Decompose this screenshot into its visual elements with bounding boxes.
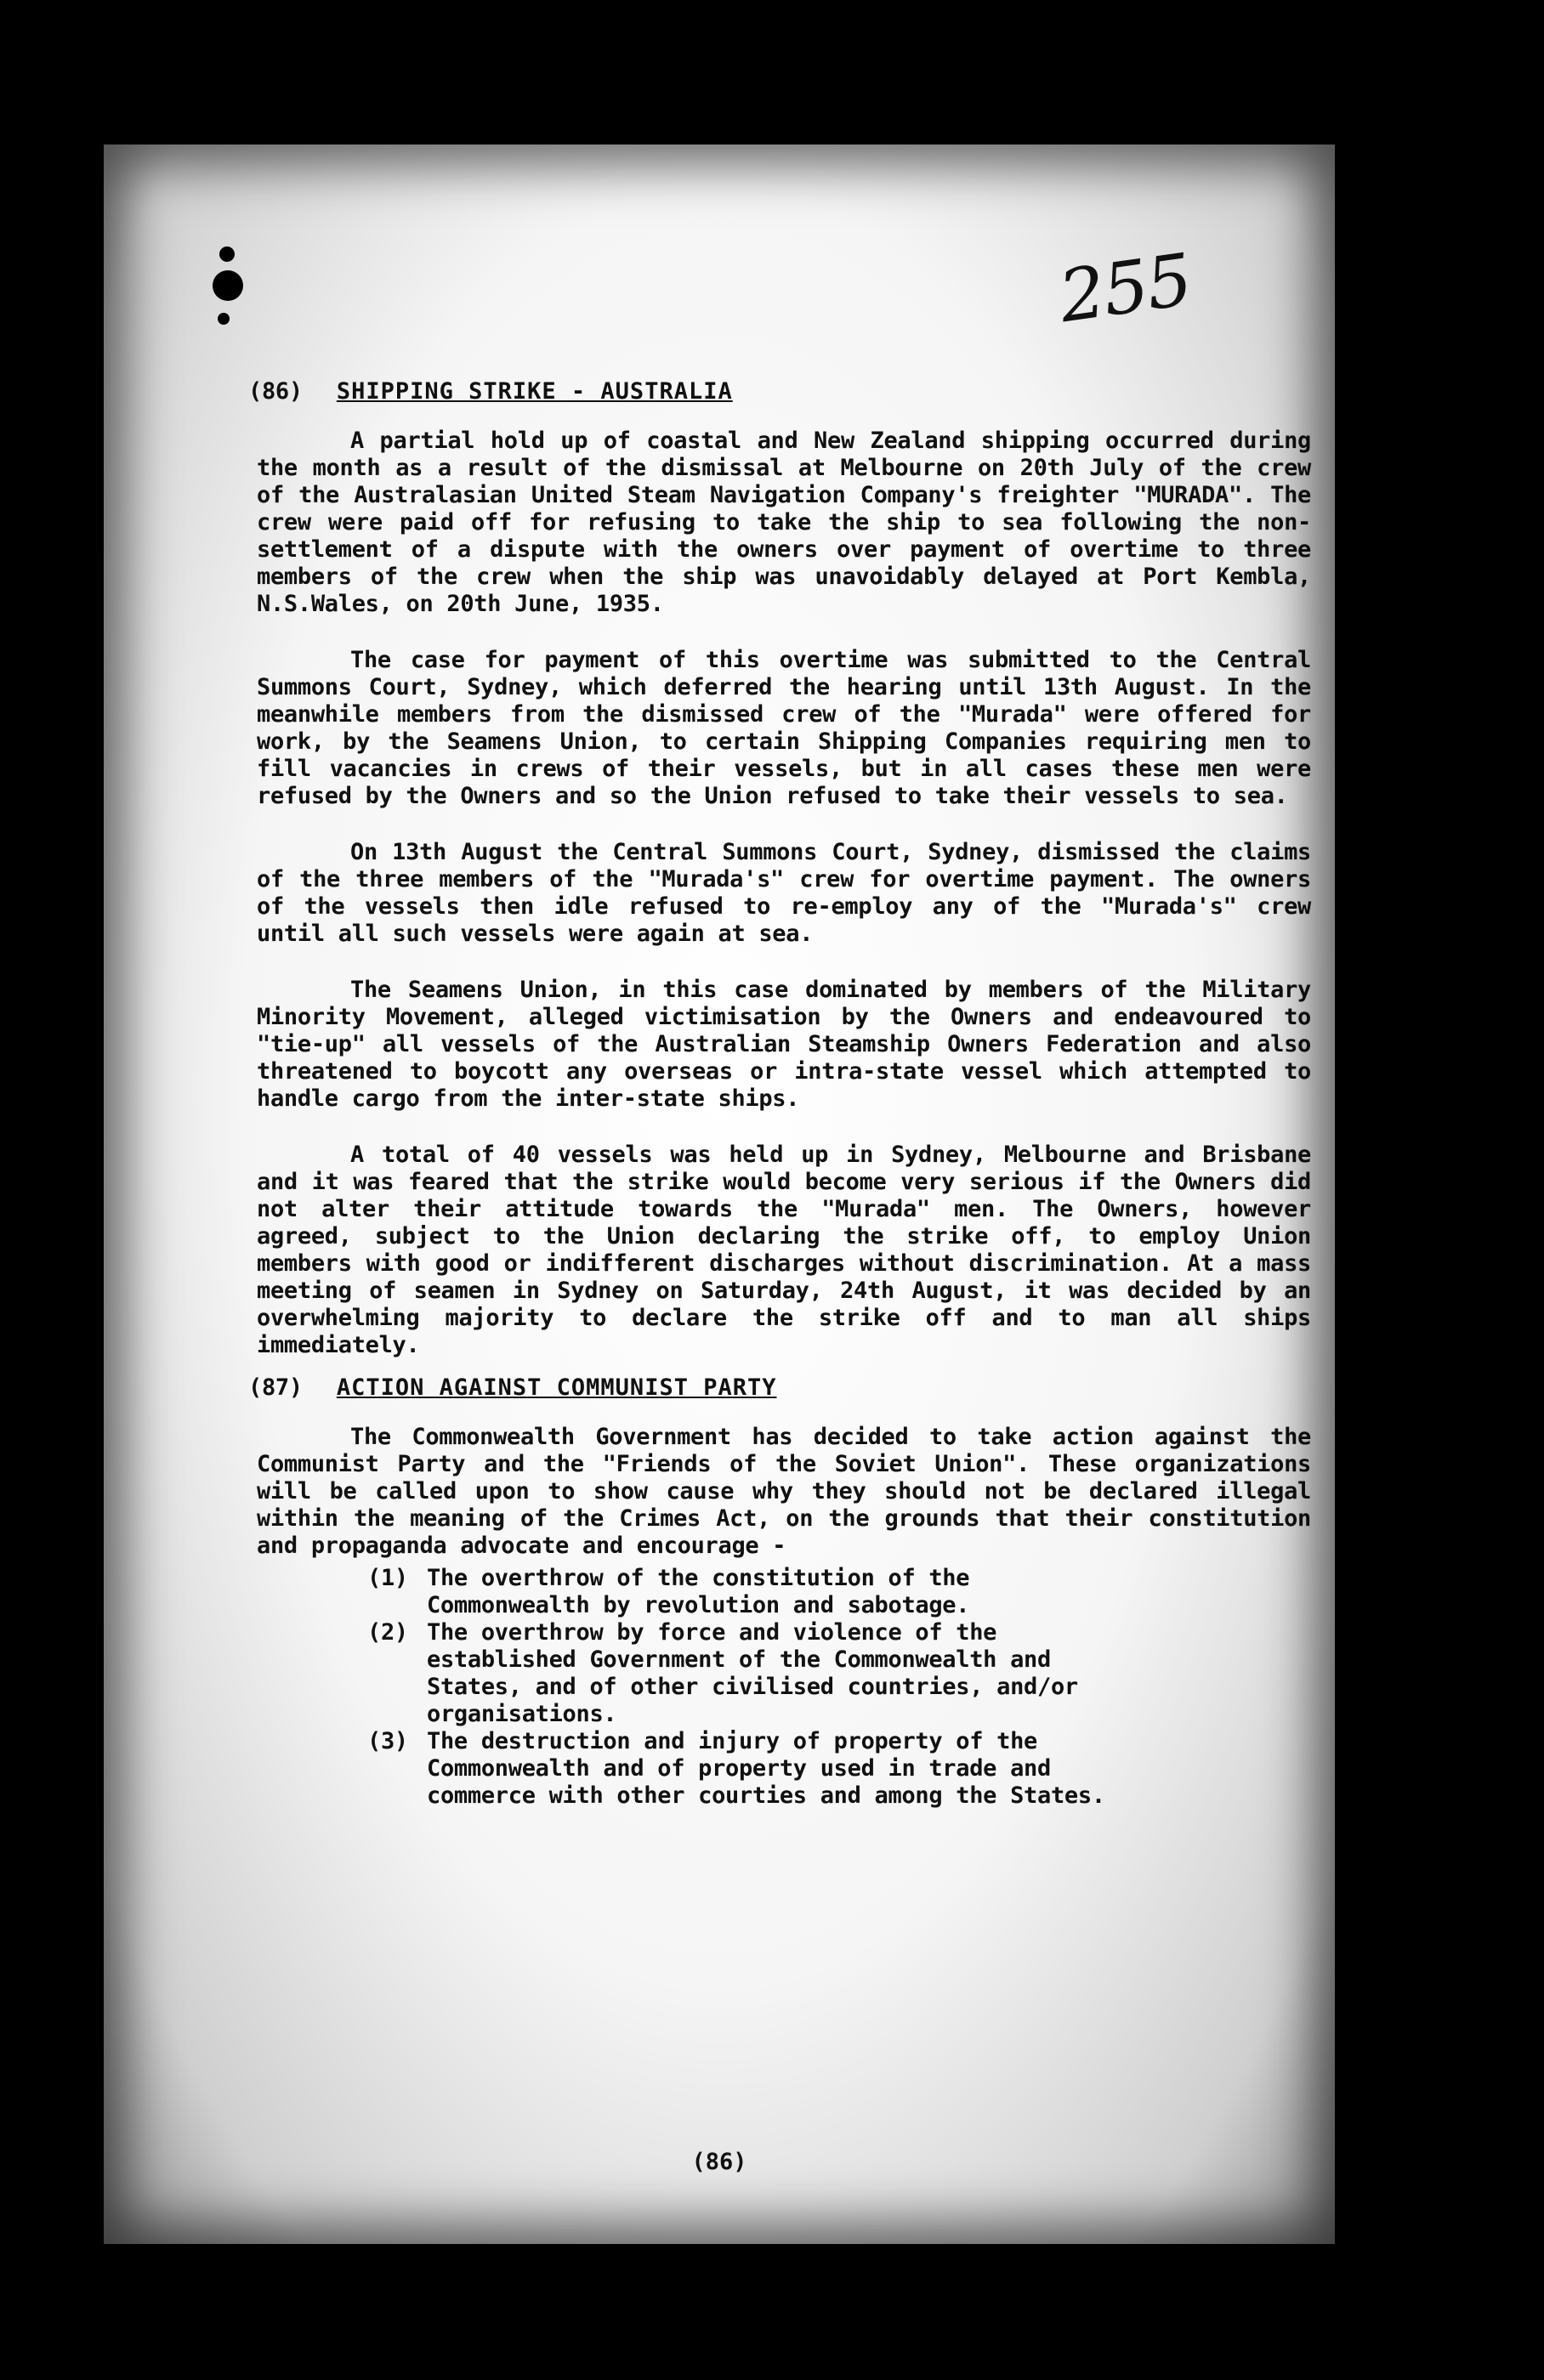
handwritten-page-number: 255 [1053, 237, 1196, 339]
list-item [367, 1565, 1311, 1619]
numbered-list [367, 1565, 1311, 1810]
page-footer-number: (86) [691, 2149, 747, 2175]
paragraph: A partial hold up of coastal and New Zealand shipping occurred during the month as a result of the dismissal at Melbourne on 20th July of the crew of the Australasian United Steam Navigation Company's freighter "MURADA". The crew were paid off for refusing to take the ship to sea following the non-settlement of a dispute with the owners over payment of overtime to three members of the crew when the ship was unavoidably delayed at Port Kembla, N.S.Wales, on 20th June, 1935. [257, 428, 1311, 617]
section-heading [248, 1374, 1311, 1402]
list-item-text: The overthrow of the constitution of the Commonwealth by revolution and sabotage. [427, 1565, 970, 1618]
list-item [367, 1728, 1311, 1810]
paragraph: On 13th August the Central Summons Court, Sydney, dismissed the claims of the three members of the "Murada's" crew for overtime payment. The owners of the vessels then idle refused to re-employ any of the "Murada's" crew until all such vessels were again at sea. [257, 839, 1311, 947]
paragraph: A total of 40 vessels was held up in Sydney, Melbourne and Brisbane and it was feared that the strike would become very serious if the Owners did not alter their attitude towards the "Murada" men. The Owners, however agreed, subject to the Union declaring the strike off, to employ Union members with good or indifferent discharges without discrimination. At a mass meeting of seamen in Sydney on Saturday, 24th August, it was decided by an overwhelming majority to declare the strike off and to man all ships immediately. [257, 1142, 1311, 1358]
document-body [248, 378, 1311, 1810]
section-title: SHIPPING STRIKE - AUSTRALIA [336, 378, 733, 405]
list-item-text: The overthrow by force and violence of the established Government of the Commonwealth and States, and of other civilised countries, and/or organisations. [427, 1619, 1078, 1727]
paragraph: The Commonwealth Government has decided to take action against the Communist Party and the "Friends of the Soviet Union". These organizations will be called upon to show cause why they should not be declared illegal within the meaning of the Crimes Act, on the grounds that their constitution and propaganda advocate and encourage - [257, 1424, 1311, 1559]
list-marker: (1) [367, 1565, 408, 1591]
list-item-text: The destruction and injury of property of the Commonwealth and of property used in trade and commerce with other courties and among the States. [427, 1728, 1105, 1809]
list-item [367, 1619, 1311, 1728]
section-number: (86) [248, 378, 303, 405]
section-title: ACTION AGAINST COMMUNIST PARTY [336, 1374, 777, 1401]
section-number: (87) [248, 1374, 303, 1401]
paragraph: The Seamens Union, in this case dominated by members of the Military Minority Movement, alleged victimisation by the Owners and endeavoured to "tie-up" all vessels of the Australian Steamship Owners Federation and also threatened to boycott any overseas or intra-state vessel which attempted to handle cargo from the inter-state ships. [257, 977, 1311, 1112]
paragraph: The case for payment of this overtime was submitted to the Central Summons Court, Sydney, which deferred the hearing until 13th August. In the meanwhile members from the dismissed crew of the "Murada" were offered for work, by the Seamens Union, to certain Shipping Companies requiring men to fill vacancies in crews of their vessels, but in all cases these men were refused by the Owners and so the Union refused to take their vessels to sea. [257, 647, 1311, 809]
document-page [104, 144, 1335, 2244]
list-marker: (3) [367, 1728, 408, 1754]
list-marker: (2) [367, 1619, 408, 1646]
punch-hole-mark [213, 230, 247, 340]
section-heading [248, 378, 1311, 405]
